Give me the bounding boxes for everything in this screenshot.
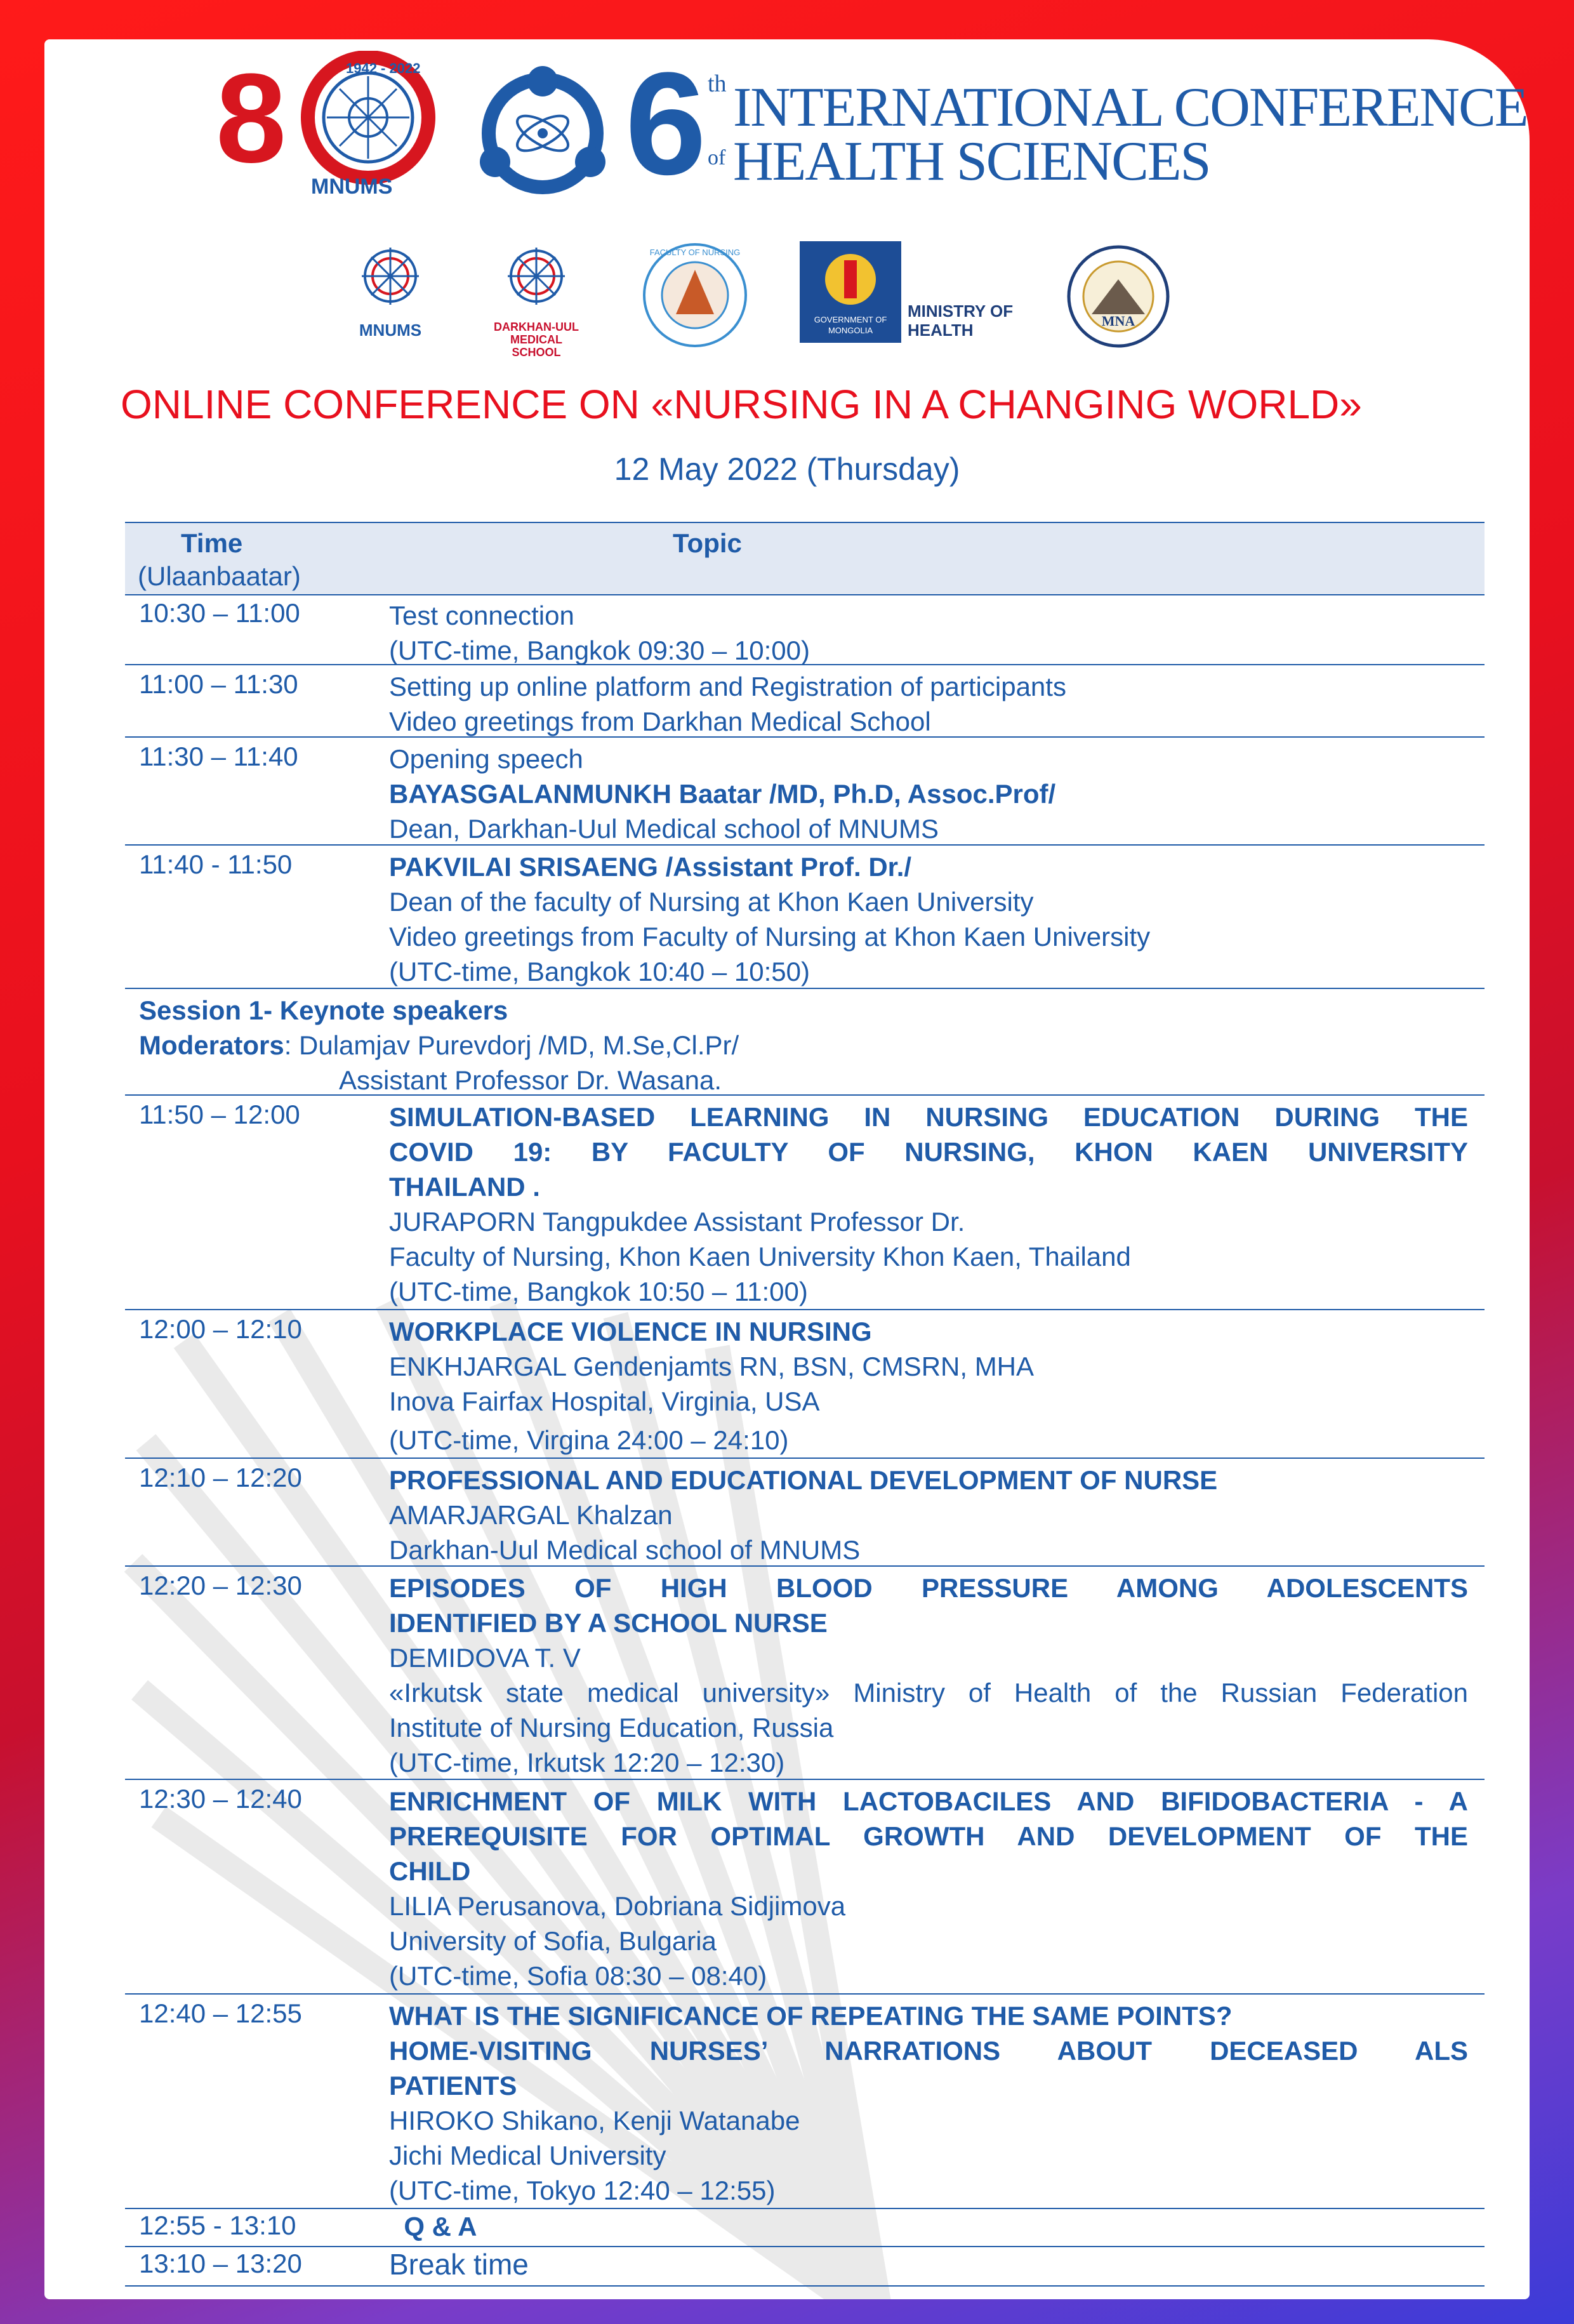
moderators-label: Moderators — [139, 1030, 284, 1060]
conference-title: ONLINE CONFERENCE ON «NURSING IN A CHANGING WORLD» — [121, 382, 1362, 427]
talk-title: HOME-VISITING NURSES’ NARRATIONS ABOUT DECEASED ALS — [389, 2036, 1468, 2066]
row-time: 10:30 – 11:00 — [139, 598, 300, 628]
row-topic — [389, 1784, 1468, 1993]
topic-line: Institute of Nursing Education, Russia — [389, 1713, 834, 1743]
row-topic — [389, 1570, 1468, 1780]
talk-title: EPISODES OF HIGH BLOOD PRESSURE AMONG ADOLESCENTS — [389, 1573, 1468, 1603]
talk-title: CHILD — [389, 1856, 471, 1886]
topic-line: JURAPORN Tangpukdee Assistant Professor Dr. — [389, 1207, 965, 1237]
faculty-of-nursing-label: FACULTY OF NURSING — [649, 248, 741, 257]
session-title: Session 1- Keynote speakers — [139, 995, 508, 1025]
topic-line: (UTC-time, Bangkok 09:30 – 10:00) — [389, 635, 810, 665]
topic-line: University of Sofia, Bulgaria — [389, 1926, 717, 1956]
mnums-80-anniversary-logo — [209, 51, 451, 197]
table-row — [125, 2247, 1485, 2287]
svg-text:MONGOLIA: MONGOLIA — [828, 326, 873, 335]
partner-logo-ministry-of-health — [800, 241, 1015, 346]
table-row — [125, 846, 1485, 989]
row-time: 11:50 – 12:00 — [139, 1099, 300, 1129]
topic-line: Inova Fairfax Hospital, Virginia, USA — [389, 1386, 820, 1416]
talk-title: PROFESSIONAL AND EDUCATIONAL DEVELOPMENT OF NURSE — [389, 1465, 1218, 1495]
topic-line: (UTC-time, Tokyo 12:40 – 12:55) — [389, 2175, 776, 2205]
talk-title: THAILAND . — [389, 1172, 540, 1202]
table-row — [125, 1780, 1485, 1995]
topic-line: Jichi Medical University — [389, 2141, 666, 2170]
talk-title: PREREQUISITE FOR OPTIMAL GROWTH AND DEVELOPMENT OF THE — [389, 1821, 1468, 1851]
row-topic — [389, 598, 1468, 668]
topic-line: Darkhan-Uul Medical school of MNUMS — [389, 1535, 861, 1565]
row-topic — [389, 1463, 1468, 1567]
row-time: 11:30 – 11:40 — [139, 741, 298, 771]
table-row — [125, 1096, 1485, 1310]
table-row — [125, 1995, 1485, 2209]
topic-line: (UTC-time, Bangkok 10:50 – 11:00) — [389, 1277, 808, 1306]
table-row — [125, 594, 1485, 665]
svg-text:1942 - 2022: 1942 - 2022 — [346, 60, 421, 76]
topic-line: LILIA Perusanova, Dobriana Sidjimova — [389, 1891, 846, 1921]
conference-title-line1: INTERNATIONAL CONFERENCE — [733, 77, 1528, 138]
topic-line: Setting up online platform and Registration of participants — [389, 672, 1066, 701]
row-topic — [389, 2247, 1468, 2282]
row-time: 12:10 – 12:20 — [139, 1463, 302, 1492]
table-row — [125, 1459, 1485, 1567]
faculty-of-nursing-emblem-icon — [641, 241, 749, 349]
row-time: 12:20 – 12:30 — [139, 1570, 302, 1600]
row-topic — [389, 2209, 1468, 2244]
break-label: Break time — [389, 2248, 529, 2281]
conference-number-suffix: th — [708, 70, 727, 97]
ministry-of-health-label: MINISTRY OF HEALTH — [908, 302, 1014, 340]
row-time: 12:55 - 13:10 — [139, 2210, 296, 2240]
partner-logo-mna — [1066, 244, 1171, 352]
table-row — [125, 1310, 1485, 1459]
svg-text:8: 8 — [216, 51, 287, 189]
svg-text:GOVERNMENT OF: GOVERNMENT OF — [814, 315, 887, 324]
topic-line: Faculty of Nursing, Khon Kaen University Khon Kaen, Thailand — [389, 1242, 1131, 1272]
talk-title: ENRICHMENT OF MILK WITH LACTOBACILES AND BIFIDOBACTERIA - A — [389, 1786, 1468, 1816]
talk-title: IDENTIFIED BY A SCHOOL NURSE — [389, 1608, 828, 1638]
partner-logo-faculty-of-nursing — [641, 241, 749, 352]
conference-number: 6 — [625, 42, 706, 205]
row-topic — [389, 849, 1468, 989]
header-time-zone: (Ulaanbaatar) — [138, 561, 301, 591]
talk-title: COVID 19: BY FACULTY OF NURSING, KHON KAEN UNIVERSITY — [389, 1137, 1468, 1167]
row-topic — [389, 741, 1468, 846]
topic-line: (UTC-time, Virgina 24:00 – 24:10) — [389, 1425, 789, 1455]
moderator-2: Assistant Professor Dr. Wasana. — [339, 1065, 722, 1095]
table-row — [125, 665, 1485, 738]
topic-line: «Irkutsk state medical university» Ministry of Health of the Russian Federation — [389, 1678, 1468, 1708]
row-time: 11:00 – 11:30 — [139, 669, 298, 699]
session-row — [125, 989, 1485, 1096]
topic-line: Video greetings from Darkhan Medical School — [389, 707, 931, 736]
talk-title: WORKPLACE VIOLENCE IN NURSING — [389, 1317, 872, 1346]
talk-title: SIMULATION-BASED LEARNING IN NURSING EDUCATION DURING THE — [389, 1102, 1468, 1132]
government-emblem-icon — [800, 241, 901, 343]
topic-line: Video greetings from Faculty of Nursing at Khon Kaen University — [389, 922, 1151, 952]
partner-mnums-label: MNUMS — [359, 321, 422, 340]
talk-title: PATIENTS — [389, 2071, 517, 2101]
topic-line: Test connection — [389, 601, 574, 630]
header-time: Time — [181, 528, 243, 558]
table-header — [125, 522, 1485, 595]
mnums-80-label: MNUMS — [311, 175, 393, 197]
row-time: 12:30 – 12:40 — [139, 1784, 302, 1814]
partner-logo-mnums — [343, 241, 438, 340]
conference-date: 12 May 2022 (Thursday) — [614, 451, 960, 487]
mna-emblem-icon — [1066, 244, 1171, 349]
conference-title-line2: HEALTH SCIENCES — [733, 131, 1210, 192]
speaker-name: PAKVILAI SRISAENG /Assistant Prof. Dr./ — [389, 852, 912, 882]
moderator-1: : Dulamjav Purevdorj /MD, M.Se,Cl.Pr/ — [284, 1030, 739, 1060]
row-topic — [389, 669, 1468, 739]
mnums-emblem-icon — [343, 241, 438, 317]
topic-line: Dean, Darkhan-Uul Medical school of MNUMS — [389, 814, 939, 844]
topic-line: DEMIDOVA T. V — [389, 1643, 581, 1673]
partner-logo-darkhan-uul — [489, 241, 584, 359]
row-time: 13:10 – 13:20 — [139, 2248, 302, 2278]
speaker-name: BAYASGALANMUNKH Baatar /MD, Ph.D, Assoc.Prof/ — [389, 779, 1056, 809]
topic-line: Opening speech — [389, 744, 583, 774]
topic-line: (UTC-time, Bangkok 10:40 – 10:50) — [389, 957, 810, 986]
row-time: 12:00 – 12:10 — [139, 1314, 302, 1344]
topic-line: (UTC-time, Sofia 08:30 – 08:40) — [389, 1961, 767, 1991]
table-row — [125, 738, 1485, 846]
topic-line: Dean of the faculty of Nursing at Khon Kaen University — [389, 887, 1034, 917]
header-topic: Topic — [673, 528, 742, 558]
topic-line: ENKHJARGAL Gendenjamts RN, BSN, CMSRN, MHA — [389, 1351, 1035, 1381]
table-row — [125, 1567, 1485, 1780]
conference-of: of — [708, 146, 726, 169]
table-row — [125, 2209, 1485, 2247]
talk-title: WHAT IS THE SIGNIFICANCE OF REPEATING THE SAME POINTS? — [389, 2001, 1233, 2031]
row-topic — [389, 1998, 1468, 2208]
topic-line: HIROKO Shikano, Kenji Watanabe — [389, 2106, 800, 2135]
session-info — [139, 993, 739, 1098]
row-topic — [389, 1099, 1468, 1309]
darkhan-uul-emblem-icon — [489, 241, 584, 317]
mna-label: MNA — [1101, 313, 1135, 329]
partner-darkhan-uul-label: DARKHAN-UUL MEDICAL SCHOOL — [494, 321, 579, 359]
row-time: 12:40 – 12:55 — [139, 1998, 302, 2028]
row-topic — [389, 1314, 1468, 1457]
row-time: 11:40 - 11:50 — [139, 849, 293, 879]
topic-line: (UTC-time, Irkutsk 12:20 – 12:30) — [389, 1748, 785, 1777]
qa-label: Q & A — [389, 2212, 477, 2241]
conference-globe-logo — [470, 63, 616, 197]
topic-line: AMARJARGAL Khalzan — [389, 1500, 673, 1530]
